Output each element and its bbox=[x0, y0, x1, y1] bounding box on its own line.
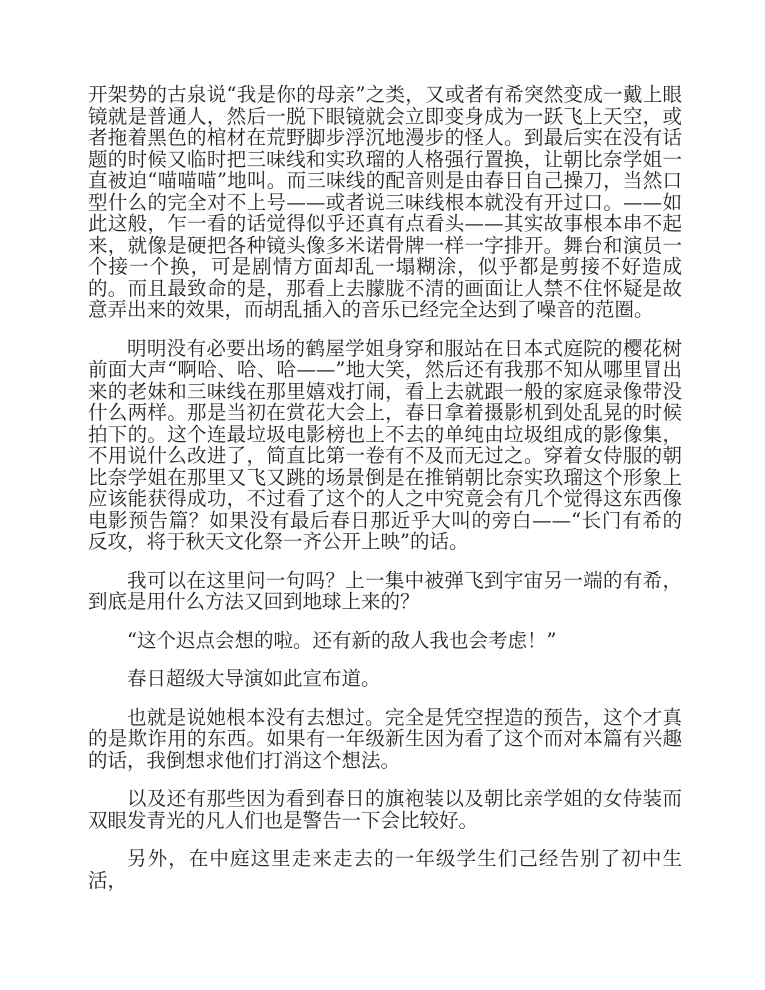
paragraph: 明明没有必要出场的鹤屋学姐身穿和服站在日本式庭院的樱花树前面大声“啊哈、哈、哈——”地大笑，然后还有我那不知从哪里冒出来的老妹和三味线在那里嬉戏打闹，看上去就跟一般的家庭录像带没什么两样。那是当初在赏花大会上，春日拿着摄影机到处乱晃的时候拍下的。这个连最垃圾电影榜也上不去的单纯由垃圾组成的影像集，不用说什么改进了，简直比第一卷有不及而无过之。穿着女侍服的朝比奈学姐在那里又飞又跳的场景倒是在推销朝比奈实玖瑠这个形象上应该能获得成功，不过看了这个的人之中究竟会有几个觉得这东西像电影预告篇？如果没有最后春日那近乎大叫的旁白——“长门有希的反攻，将于秋天文化祭一齐公开上映”的话。 bbox=[88, 336, 682, 553]
paragraph: 开架势的古泉说“我是你的母亲”之类，又或者有希突然变成一戴上眼镜就是普通人，然后一脱下眼镜就会立即变身成为一跃飞上天空，或者拖着黑色的棺材在荒野脚步浮沉地漫步的怪人。到最后实在没有话题的时候又临时把三味线和实玖瑠的人格强行置换，让朝比奈学姐一直被迫“喵喵喵”地叫。而三味线的配音则是由春日自己操刀，当然口型什么的完全对不上号——或者说三味线根本就没有开过口。——如此这般，乍一看的话觉得似乎还真有点看头——其实故事根本串不起来，就像是硬把各种镜头像多米诺骨牌一样一字排开。舞台和演员一个接一个换，可是剧情方面却乱一塌糊涂，似乎都是剪接不好造成的。而且最致命的是，那看上去朦胧不清的画面让人禁不住怀疑是故意弄出来的效果，而胡乱插入的音乐已经完全达到了噪音的范圈。 bbox=[88, 83, 682, 321]
paragraph: “这个迟点会想的啦。还有新的敌人我也会考虑！” bbox=[127, 628, 557, 652]
paragraph: 也就是说她根本没有去想过。完全是凭空捏造的预告，这个才真的是欺诈用的东西。如果有一年级新生因为看了这个而对本篇有兴趣的话，我倒想求他们打消这个想法。 bbox=[88, 705, 682, 772]
paragraph: 春日超级大导演如此宣布道。 bbox=[127, 667, 381, 690]
paragraph: 另外，在中庭这里走来走去的一年级学生们己经告别了初中生活， bbox=[88, 847, 682, 892]
paragraph: 以及还有那些因为看到春日的旗袍装以及朝比亲学姐的女侍装而双眼发青光的凡人们也是警告一下会比较好。 bbox=[88, 787, 682, 832]
text-content bbox=[88, 84, 682, 891]
paragraphs bbox=[88, 84, 682, 891]
paragraph: 我可以在这里问一句吗？上一集中被弹飞到宇宙另一端的有希，到底是用什么方法又回到地球上来的？ bbox=[88, 568, 682, 613]
